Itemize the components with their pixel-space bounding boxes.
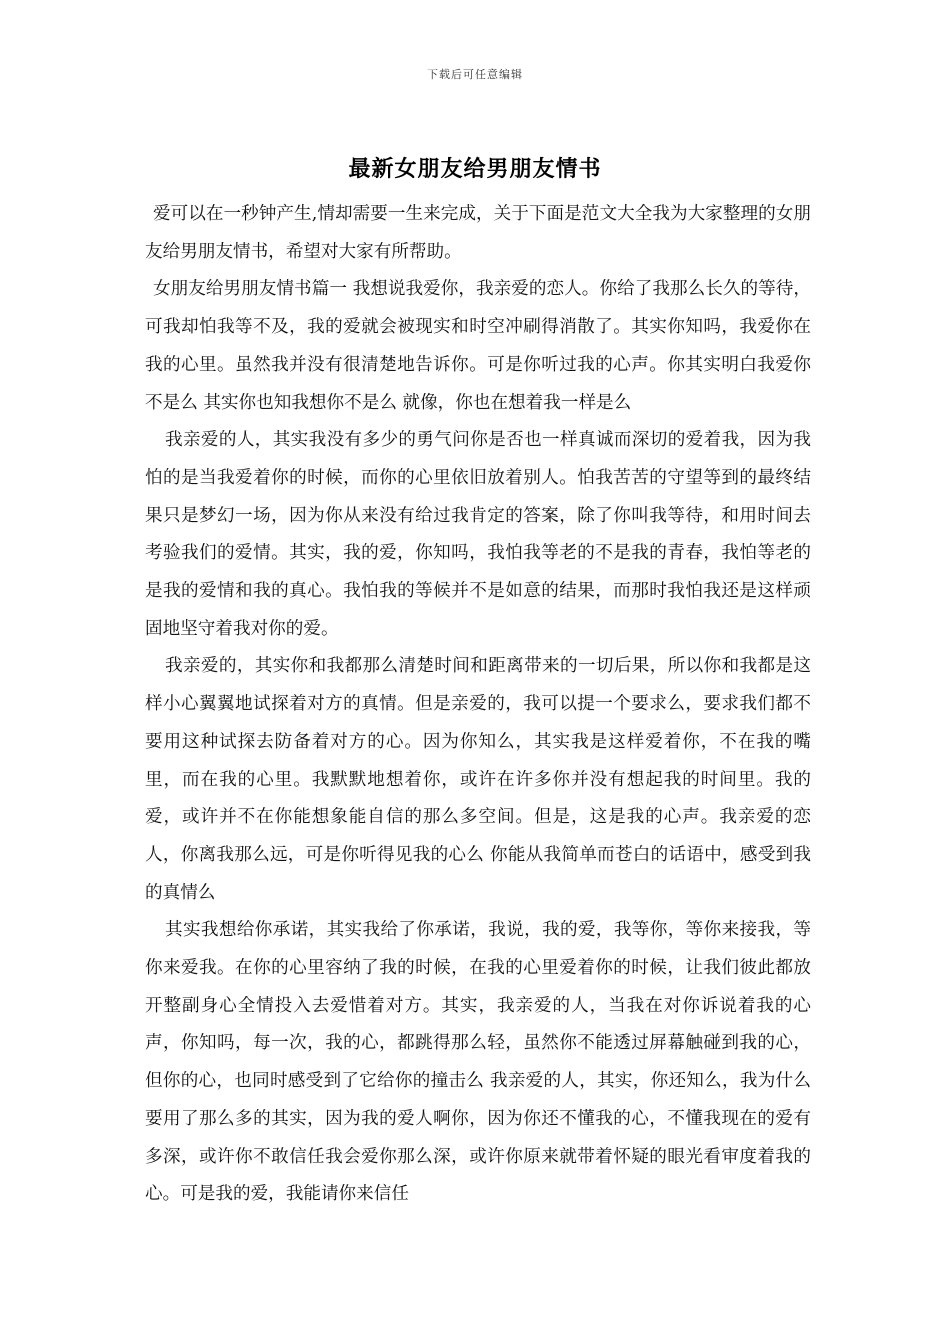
paragraph-1: 女朋友给男朋友情书篇一 我想说我爱你，我亲爱的恋人。你给了我那么长久的等待，可我却怕我等不及，我的爱就会被现实和时空冲刷得消散了。其实你知吗，我爱你在我的心里。虽然我并没有很清楚地告诉你。可是你听过我的心声。你其实明白我爱你不是么 其实你也知我想你不是么 就像，你也在想着我一样是么 [145, 279, 811, 413]
paragraph-2: 我亲爱的人，其实我没有多少的勇气问你是否也一样真诚而深切的爱着我，因为我怕的是当我爱着你的时候，而你的心里依旧放着别人。怕我苦苦的守望等到的最终结果只是梦幻一场，因为你从来没有给过我肯定的答案，除了你叫我等待，和用时间去考验我们的爱情。其实，我的爱，你知吗，我怕我等老的不是我的青春，我怕等老的是我的爱情和我的真心。我怕我的等候并不是如意的结果，而那时我怕我还是这样顽固地坚守着我对你的爱。 [145, 430, 811, 639]
paragraph-4: 其实我想给你承诺，其实我给了你承诺，我说，我的爱，我等你，等你来接我，等你来爱我。在你的心里容纳了我的时候，在我的心里爱着你的时候，让我们彼此都放开整副身心全情投入去爱惜着对方。其实，我亲爱的人，当我在对你诉说着我的心声，你知吗，每一次，我的心，都跳得那么轻，虽然你不能透过屏幕触碰到我的心，但你的心，也同时感受到了它给你的撞击么 我亲爱的人，其实，你还知么，我为什么要用了那么多的其实，因为我的爱人啊你，因为你还不懂我的心，不懂我现在的爱有多深，或许你不敢信任我会爱你那么深，或许你原来就带着怀疑的眼光看审度着我的心。可是我的爱，我能请你来信任 [145, 920, 811, 1205]
letter-body [145, 196, 811, 1214]
paragraph-3: 我亲爱的，其实你和我都那么清楚时间和距离带来的一切后果，所以你和我都是这样小心翼翼地试探着对方的真情。但是亲爱的，我可以提一个要求么，要求我们都不要用这种试探去防备着对方的心。因为你知么，其实我是这样爱着你，不在我的嘴里，而在我的心里。我默默地想着你，或许在许多你并没有想起我的时间里。我的爱，或许并不在你能想象能自信的那么多空间。但是，这是我的心声。我亲爱的恋人，你离我那么远，可是你听得见我的心么 你能从我简单而苍白的话语中，感受到我的真情么 [145, 656, 811, 903]
paragraph-intro: 爱可以在一秒钟产生,情却需要一生来完成，关于下面是范文大全我为大家整理的女朋友给男朋友情书，希望对大家有所帮助。 [145, 204, 811, 262]
header-note: 下载后可任意编辑 [427, 68, 523, 81]
page-title: 最新女朋友给男朋友情书 [348, 156, 602, 182]
